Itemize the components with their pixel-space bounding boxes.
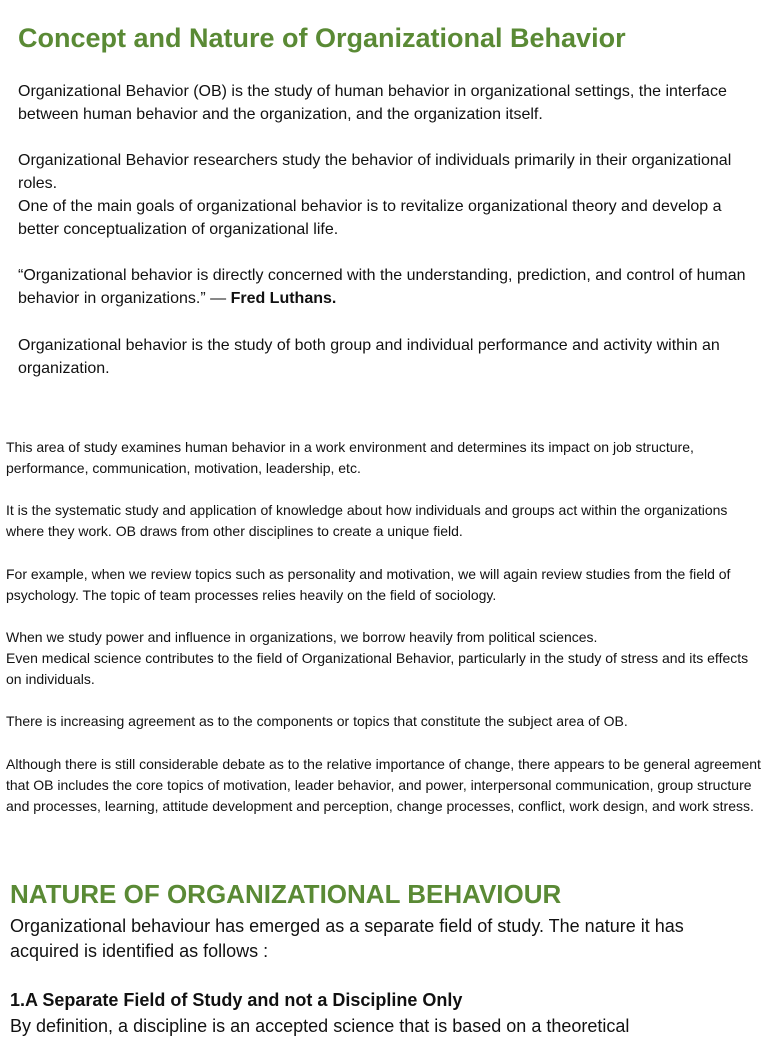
luthans-quote — [18, 264, 758, 310]
ob-study-paragraph: Organizational behavior is the study of both group and individual performance and activity within an organization. — [18, 337, 720, 377]
core-topics-paragraph: Although there is still considerable debate as to the relative importance of change, there appears to be general agreement that OB includes the core topics of motivation, leader behavior, and power, interpersonal communication, group structure and processes, learning, attitude development and perception, change processes, conflict, work design, and work stress. — [6, 756, 761, 814]
ob-definition-paragraph: Organizational Behavior (OB) is the study of human behavior in organizational settings, the interface between human behavior and the organization, and the organization itself. — [18, 83, 727, 123]
nature-intro-paragraph: Organizational behaviour has emerged as a separate field of study. The nature it has acquired is identified as follows : — [10, 916, 684, 961]
ob-goals-paragraph: One of the main goals of organizational behavior is to revitalize organizational theory and develop a better conceptualization of organizational life. — [18, 198, 722, 238]
page-title: Concept and Nature of Organizational Behavior — [18, 23, 626, 53]
discipline-definition-text: By definition, a discipline is an accepted science that is based on a theoretical — [10, 1016, 630, 1036]
quote-text: “Organizational behavior is directly concerned with the understanding, prediction, and control of human behavior in organizations.” — — [18, 267, 746, 307]
quote-author: Fred Luthans. — [230, 290, 337, 307]
medical-science-paragraph: Even medical science contributes to the field of Organizational Behavior, particularly in the study of stress and its effects on individuals. — [6, 650, 749, 687]
example-paragraph: For example, when we review topics such as personality and motivation, we will again review studies from the field of psychology. The topic of team processes relies heavily on the field of sociology. — [6, 566, 731, 603]
systematic-study-paragraph: It is the systematic study and application of knowledge about how individuals and groups act within the organizations where they work. OB draws from other disciplines to create a unique field. — [6, 502, 728, 539]
agreement-paragraph: There is increasing agreement as to the components or topics that constitute the subject area of OB. — [6, 713, 628, 729]
section-title: NATURE OF ORGANIZATIONAL BEHAVIOUR — [10, 879, 562, 909]
political-science-line: When we study power and influence in organizations, we borrow heavily from political sciences. — [6, 629, 598, 645]
subheading-separate-field: 1.A Separate Field of Study and not a Discipline Only — [10, 990, 463, 1010]
ob-researchers-paragraph: Organizational Behavior researchers study the behavior of individuals primarily in their organizational roles. — [18, 152, 732, 192]
study-area-paragraph: This area of study examines human behavior in a work environment and determines its impact on job structure, performance, communication, motivation, leadership, etc. — [6, 439, 694, 476]
